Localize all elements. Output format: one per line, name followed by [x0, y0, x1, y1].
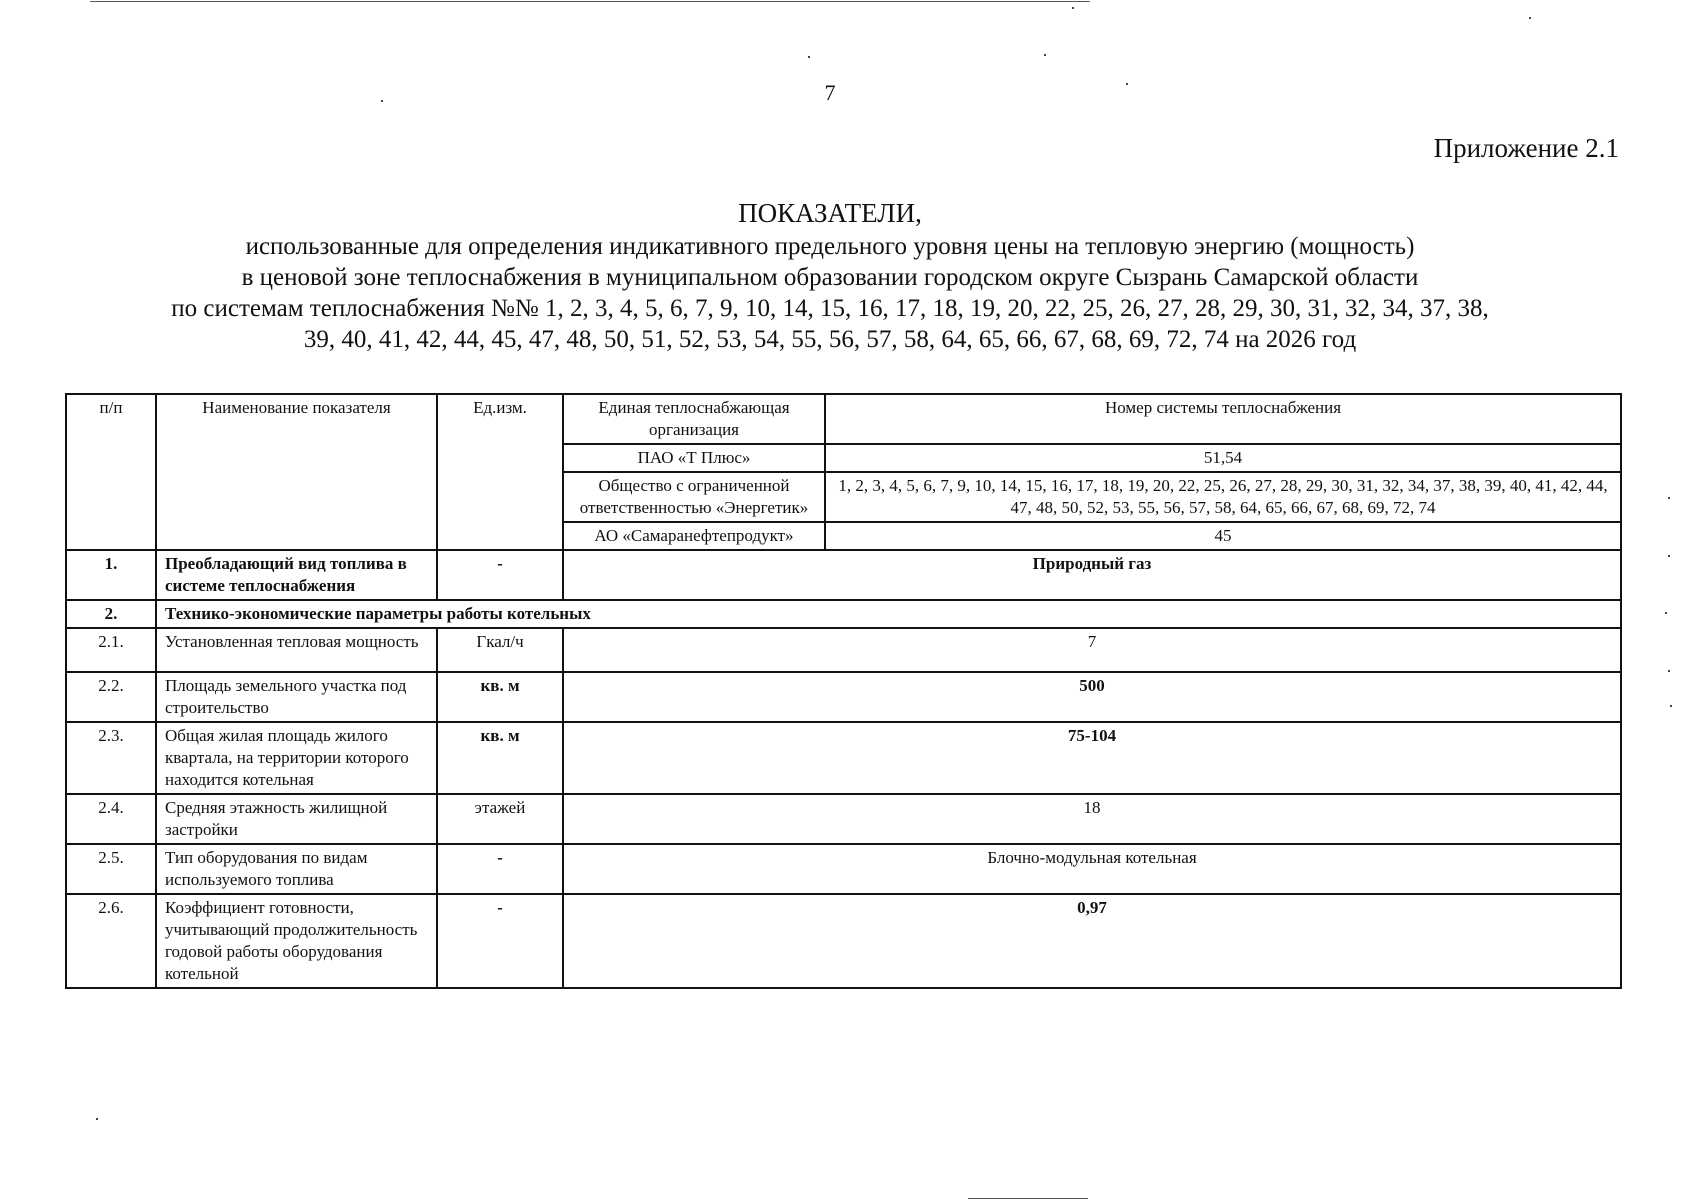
row-value: 7: [563, 628, 1621, 672]
row-value: Блочно-модульная котельная: [563, 844, 1621, 894]
row-unit: -: [437, 844, 563, 894]
row-name: Площадь земельного участка под строительство: [156, 672, 437, 722]
title-line-1: использованные для определения индикативного предельного уровня цены на тепловую энергию (мощность): [245, 233, 1415, 260]
header-num: п/п: [66, 394, 156, 550]
row-unit: -: [437, 550, 563, 600]
appendix-label: Приложение 2.1: [1433, 133, 1619, 163]
table-row: [66, 894, 1621, 988]
row-name: Установленная тепловая мощность: [156, 628, 437, 672]
scan-speck: [1072, 7, 1074, 9]
section-num: 2.: [66, 600, 156, 628]
row-value: 18: [563, 794, 1621, 844]
row-unit: Гкал/ч: [437, 628, 563, 672]
indicators-table: [65, 393, 1622, 989]
table-section-row: [66, 600, 1621, 628]
title-line-3: по системам теплоснабжения №№ 1, 2, 3, 4, 5, 6, 7, 9, 10, 14, 15, 16, 17, 18, 19, 20, 22, 25, 26, 27, 28, 29, 30, 31, 32, 34, 37, 38,: [171, 295, 1489, 322]
scan-speck: [1668, 670, 1670, 672]
row-num: 2.4.: [66, 794, 156, 844]
scan-speck: [1044, 54, 1046, 56]
section-title: Технико-экономические параметры работы котельных: [156, 600, 1621, 628]
scan-speck: [96, 1118, 98, 1120]
title-heading: ПОКАЗАТЕЛИ,: [738, 198, 922, 228]
row-value: 0,97: [563, 894, 1621, 988]
row-unit: этажей: [437, 794, 563, 844]
scan-speck: [1670, 705, 1672, 707]
row-name: Общая жилая площадь жилого квартала, на территории которого находится котельная: [156, 722, 437, 794]
row-unit: -: [437, 894, 563, 988]
scan-speck: [808, 56, 810, 58]
scan-speck: [1665, 612, 1667, 614]
row-num: 2.1.: [66, 628, 156, 672]
row-value: 75-104: [563, 722, 1621, 794]
scan-speck: [1668, 497, 1670, 499]
org-name: АО «Самаранефтепродукт»: [563, 522, 825, 550]
table-row: [66, 550, 1621, 600]
row-name: Тип оборудования по видам используемого топлива: [156, 844, 437, 894]
row-value: 500: [563, 672, 1621, 722]
table-row: [66, 722, 1621, 794]
table-header-row: [66, 394, 1621, 444]
scan-speck: [1529, 17, 1531, 19]
header-name: Наименование показателя: [156, 394, 437, 550]
scan-speck: [1668, 555, 1670, 557]
title-line-2: в ценовой зоне теплоснабжения в муниципальном образовании городском округе Сызрань Самарской области: [241, 264, 1419, 291]
org-systems: 45: [825, 522, 1621, 550]
row-unit: кв. м: [437, 722, 563, 794]
header-systems: Номер системы теплоснабжения: [825, 394, 1621, 444]
org-systems: 51,54: [825, 444, 1621, 472]
table-row: [66, 794, 1621, 844]
org-systems: 1, 2, 3, 4, 5, 6, 7, 9, 10, 14, 15, 16, 17, 18, 19, 20, 22, 25, 26, 27, 28, 29, 30, 31, 32, 34, 37, 38, 39, 40, 41, 42, 44, 47, 48, 50, 52, 53, 55, 56, 57, 58, 64, 65, 66, 67, 68, 69, 72, 74: [825, 472, 1621, 522]
scan-artifact-top-line: [90, 1, 1090, 2]
row-num: 2.3.: [66, 722, 156, 794]
table-row: [66, 672, 1621, 722]
row-unit: кв. м: [437, 672, 563, 722]
page-number: 7: [824, 80, 836, 105]
title-line-4: 39, 40, 41, 42, 44, 45, 47, 48, 50, 51, 52, 53, 54, 55, 56, 57, 58, 64, 65, 66, 67, 68, 69, 72, 74 на 2026 год: [303, 326, 1357, 353]
row-name: Коэффициент готовности, учитывающий продолжительность годовой работы оборудования котельной: [156, 894, 437, 988]
row-num: 2.2.: [66, 672, 156, 722]
row-name: Средняя этажность жилищной застройки: [156, 794, 437, 844]
row-num: 2.6.: [66, 894, 156, 988]
document-title: [50, 198, 1610, 355]
row-num: 1.: [66, 550, 156, 600]
header-org: Единая теплоснабжающая организация: [563, 394, 825, 444]
table-row: [66, 844, 1621, 894]
table-row: [66, 628, 1621, 672]
org-name: Общество с ограниченной ответственностью «Энергетик»: [563, 472, 825, 522]
header-unit: Ед.изм.: [437, 394, 563, 550]
row-value: Природный газ: [563, 550, 1621, 600]
row-name: Преобладающий вид топлива в системе теплоснабжения: [156, 550, 437, 600]
scan-artifact-bottom-line: [968, 1198, 1088, 1199]
org-name: ПАО «Т Плюс»: [563, 444, 825, 472]
row-num: 2.5.: [66, 844, 156, 894]
